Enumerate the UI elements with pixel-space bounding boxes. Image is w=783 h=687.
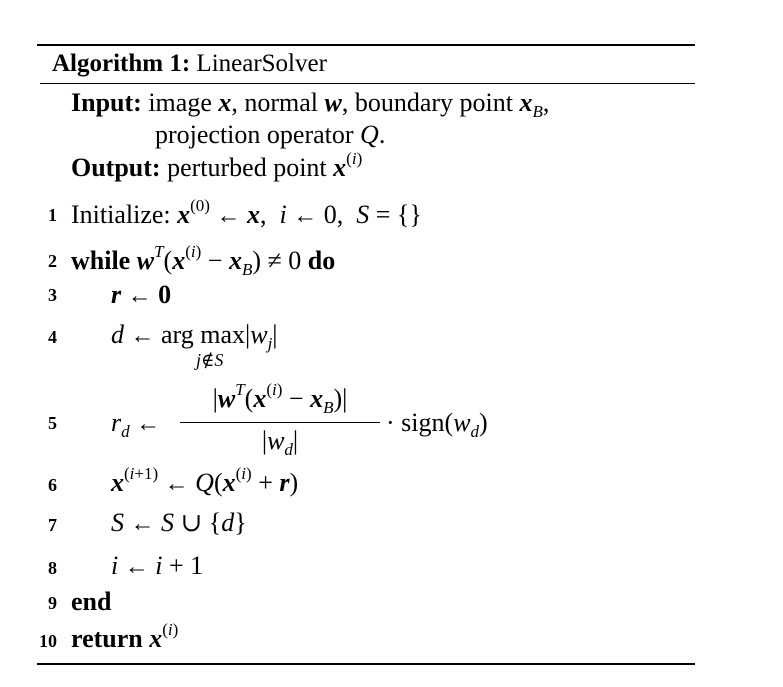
line-number: 4 xyxy=(48,327,57,347)
bottom-rule xyxy=(37,663,695,665)
fraction-bar xyxy=(180,422,380,423)
input-line-1: Input: image x, normal w, boundary point $x_B$, xyxy=(71,88,550,121)
line-number: 5 xyxy=(48,413,57,433)
fraction xyxy=(180,380,380,464)
fraction-numerator: $|w^T(x^{(i)} - x_B)|$ xyxy=(212,380,348,417)
line-number: 7 xyxy=(48,515,57,535)
header-rule xyxy=(40,83,695,84)
output-line: Output: perturbed point $x^{(i)}$ xyxy=(71,149,363,182)
line-initialize: Initialize: $x^{(0)}$ ← x, i ← 0, S = {} xyxy=(71,196,422,229)
algorithm-name: LinearSolver xyxy=(196,50,327,77)
line-return: return $x^{(i)}$ xyxy=(71,620,179,653)
line-number: 8 xyxy=(48,558,57,578)
argmax-op: arg max xyxy=(161,320,245,349)
fraction-denominator: $|w_d|$ xyxy=(261,426,299,459)
line-rd-lhs: $r_d$ ← xyxy=(111,408,161,441)
line-number: 3 xyxy=(48,285,57,305)
line-number: 6 xyxy=(48,475,57,495)
line-number: 2 xyxy=(48,251,57,271)
line-argmax: d ← arg $\max|w_j|$ xyxy=(111,320,278,353)
line-number: 9 xyxy=(48,593,57,613)
kw-do: do xyxy=(307,246,336,275)
top-rule xyxy=(37,44,695,46)
argmax-subscript: j∉S xyxy=(196,350,224,370)
line-rd-rhs: · $sign(w_d)$ xyxy=(386,408,488,441)
kw-end: end xyxy=(71,587,112,616)
line-number: 1 xyxy=(48,205,57,225)
output-label: Output: xyxy=(71,153,161,182)
line-end xyxy=(71,587,111,617)
title xyxy=(52,49,327,79)
line-number: 10 xyxy=(39,631,57,651)
line-increment: i ← i + 1 xyxy=(111,551,204,580)
kw-initialize: Initialize: xyxy=(71,200,171,229)
line-r-init: r ← 0 xyxy=(111,280,172,309)
algorithm-label: Algorithm 1: xyxy=(52,50,191,77)
input-line-2: projection operator Q. xyxy=(155,120,386,149)
sign-fn: sign xyxy=(401,408,445,437)
line-set-update: S ← S ∪ {d} xyxy=(111,508,247,537)
kw-while: while xyxy=(71,246,131,275)
input-label: Input: xyxy=(71,88,142,117)
line-while: while $w^T(x^{(i)} - x_B) \ne 0$ do xyxy=(71,242,336,279)
line-projection: $x^{(i+1)}$ ← $Q(x^{(i)} + r)$ xyxy=(111,464,299,497)
kw-return: return xyxy=(71,624,143,653)
